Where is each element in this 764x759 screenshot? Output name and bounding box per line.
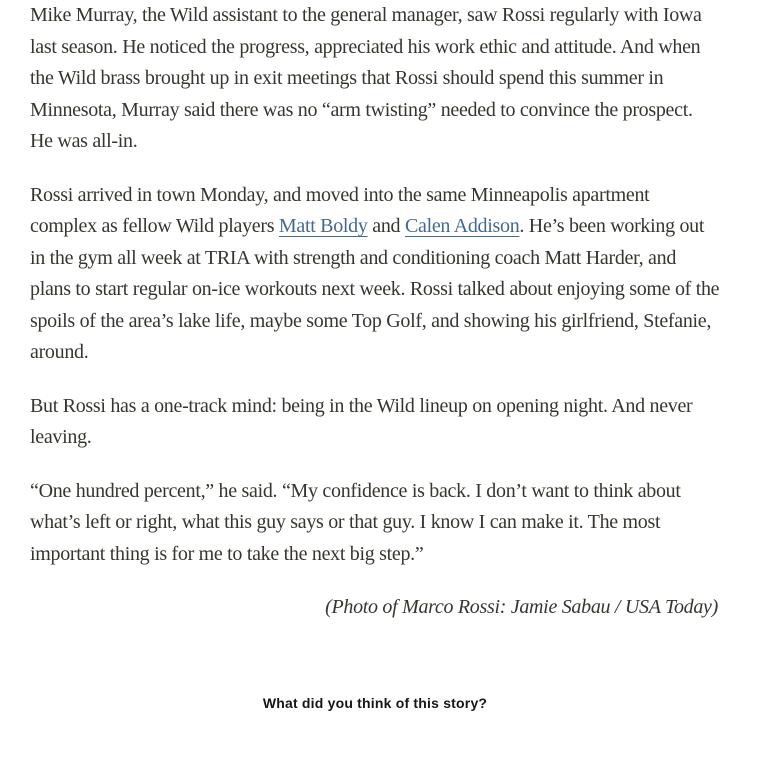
photo-credit: (Photo of Marco Rossi: Jamie Sabau / USA Today) [325, 596, 718, 618]
article-paragraph: But Rossi has a one-track mind: being in the Wild lineup on opening night. And never leaving. [30, 394, 693, 448]
survey-prompt: What did you think of this story? [262, 694, 488, 711]
article-column [30, 0, 720, 711]
article-body [30, 0, 720, 570]
player-link[interactable]: Matt Boldy [278, 215, 368, 237]
article-paragraph: “One hundred percent,” he said. “My confidence is back. I don’t want to think about what’s left or right, what this guy says or that guy. I know I can make it. The most important thing is for me to take the next big step.” [30, 479, 681, 565]
player-link[interactable]: Calen Addison [404, 215, 520, 237]
article-paragraph: Rossi arrived in town Monday, and moved into the same Minneapolis apartment complex as fellow Wild players Matt Boldy and Calen Addison. He’s been working out in the gym all week at TRIA with strength and conditioning coach Matt Harder, and plans to start regular on-ice workouts next week. Rossi talked about enjoying some of the spoils of the area’s lake life, maybe some Top Golf, and showing his girlfriend, Stefanie, around. [30, 183, 720, 363]
article-paragraph: Mike Murray, the Wild assistant to the general manager, saw Rossi regularly with Iowa last season. He noticed the progress, appreciated his work ethic and attitude. And when the Wild brass brought up in exit meetings that Rossi should spend this summer in Minnesota, Murray said there was no “arm twisting” needed to convince the prospect. He was all-in. [30, 4, 702, 152]
